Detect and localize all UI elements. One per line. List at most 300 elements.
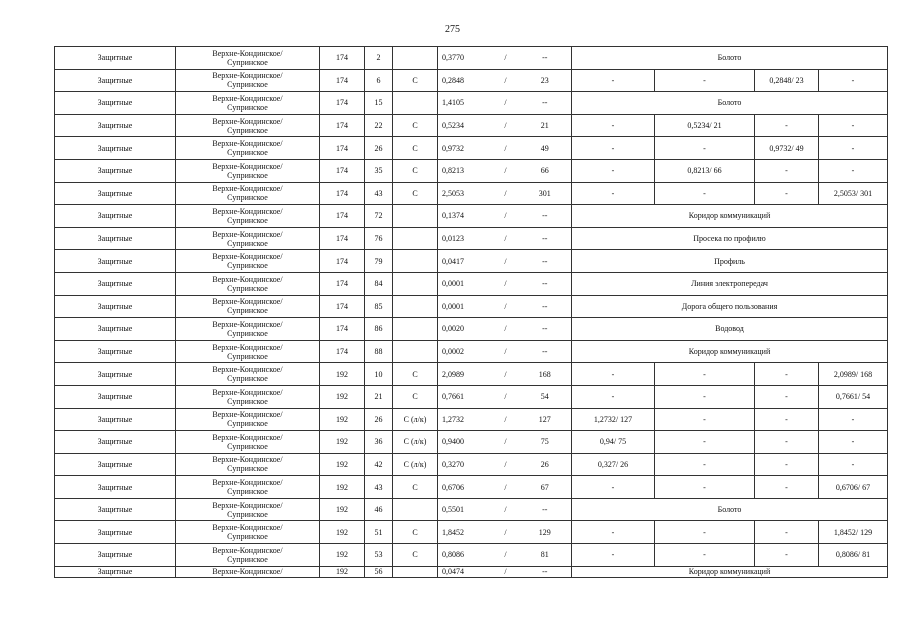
slash-cell: /	[493, 114, 519, 137]
stock-cell: --	[519, 47, 572, 70]
section-cell: 88	[365, 340, 393, 363]
location-line: Супринское	[227, 283, 268, 293]
location-line: Супринское	[227, 261, 268, 271]
location-line: Верхне-Кондинское/	[212, 161, 283, 171]
species-cell	[393, 250, 438, 273]
category-cell: Защитные	[55, 318, 176, 341]
location-cell	[176, 544, 320, 567]
location-line: Верхне-Кондинское/	[212, 500, 283, 510]
quarter-cell: 192	[320, 521, 365, 544]
species-cell: С	[393, 69, 438, 92]
area-cell: 0,5234	[438, 114, 493, 137]
age-group-cell: -	[819, 159, 888, 182]
quarter-cell: 192	[320, 431, 365, 454]
land-type-note: Коридор коммуникаций	[572, 340, 888, 363]
stock-cell: --	[519, 340, 572, 363]
table-row	[55, 159, 888, 182]
location-cell	[176, 272, 320, 295]
quarter-cell: 174	[320, 227, 365, 250]
age-group-cell: 0,5234/ 21	[655, 114, 755, 137]
age-group-cell: -	[655, 69, 755, 92]
stock-cell: 49	[519, 137, 572, 160]
area-cell: 0,1374	[438, 205, 493, 228]
category-cell: Защитные	[55, 431, 176, 454]
location-line: Верхне-Кондинское/	[212, 297, 283, 307]
location-line: Верхне-Кондинское/	[212, 116, 283, 126]
section-cell: 42	[365, 453, 393, 476]
slash-cell: /	[493, 272, 519, 295]
stock-cell: 75	[519, 431, 572, 454]
stock-cell: 23	[519, 69, 572, 92]
page-number: 275	[445, 24, 460, 35]
section-cell: 36	[365, 431, 393, 454]
location-line: Супринское	[227, 374, 268, 384]
age-group-cell: -	[655, 363, 755, 386]
slash-cell: /	[493, 47, 519, 70]
age-group-cell: -	[655, 476, 755, 499]
section-cell: 79	[365, 250, 393, 273]
location-line: Супринское	[227, 193, 268, 203]
age-group-cell: 0,8213/ 66	[655, 159, 755, 182]
location-cell	[176, 159, 320, 182]
area-cell: 0,0001	[438, 295, 493, 318]
slash-cell: /	[493, 363, 519, 386]
age-group-cell: -	[755, 453, 819, 476]
stock-cell: --	[519, 498, 572, 521]
category-cell: Защитные	[55, 408, 176, 431]
slash-cell: /	[493, 431, 519, 454]
age-group-cell: -	[819, 431, 888, 454]
slash-cell: /	[493, 250, 519, 273]
age-group-cell: -	[572, 385, 655, 408]
category-cell: Защитные	[55, 498, 176, 521]
table-row	[55, 385, 888, 408]
stock-cell: 168	[519, 363, 572, 386]
land-type-note: Водовод	[572, 318, 888, 341]
area-cell: 0,8213	[438, 159, 493, 182]
area-cell: 0,9400	[438, 431, 493, 454]
quarter-cell: 174	[320, 114, 365, 137]
stock-cell: --	[519, 295, 572, 318]
slash-cell: /	[493, 453, 519, 476]
area-cell: 2,5053	[438, 182, 493, 205]
species-cell	[393, 340, 438, 363]
stock-cell: 301	[519, 182, 572, 205]
area-cell: 0,0123	[438, 227, 493, 250]
section-cell: 43	[365, 476, 393, 499]
area-cell: 0,8086	[438, 544, 493, 567]
land-type-note: Болото	[572, 47, 888, 70]
location-line: Верхне-Кондинское/	[212, 410, 283, 420]
age-group-cell: 0,2848/ 23	[755, 69, 819, 92]
slash-cell: /	[493, 566, 519, 577]
location-line: Верхне-Кондинское/	[212, 184, 283, 194]
table-row	[55, 182, 888, 205]
table-row	[55, 408, 888, 431]
location-cell	[176, 69, 320, 92]
quarter-cell: 174	[320, 69, 365, 92]
stock-cell: --	[519, 92, 572, 115]
location-cell	[176, 250, 320, 273]
slash-cell: /	[493, 318, 519, 341]
slash-cell: /	[493, 137, 519, 160]
stock-cell: 66	[519, 159, 572, 182]
species-cell: С	[393, 476, 438, 499]
area-cell: 0,5501	[438, 498, 493, 521]
section-cell: 84	[365, 272, 393, 295]
age-group-cell: -	[755, 544, 819, 567]
age-group-cell: -	[572, 544, 655, 567]
age-group-cell: -	[755, 363, 819, 386]
section-cell: 76	[365, 227, 393, 250]
age-group-cell: -	[655, 408, 755, 431]
table-row	[55, 272, 888, 295]
category-cell: Защитные	[55, 340, 176, 363]
location-line: Верхне-Кондинское/	[212, 252, 283, 262]
section-cell: 72	[365, 205, 393, 228]
location-cell	[176, 453, 320, 476]
location-cell	[176, 227, 320, 250]
table-row	[55, 431, 888, 454]
stock-cell: --	[519, 205, 572, 228]
slash-cell: /	[493, 521, 519, 544]
location-line: Супринское	[227, 57, 268, 67]
age-group-cell: -	[755, 385, 819, 408]
age-group-cell: -	[572, 363, 655, 386]
location-line: Супринское	[227, 351, 268, 361]
section-cell: 10	[365, 363, 393, 386]
land-type-note: Болото	[572, 498, 888, 521]
category-cell: Защитные	[55, 159, 176, 182]
category-cell: Защитные	[55, 182, 176, 205]
location-line: Супринское	[227, 170, 268, 180]
species-cell	[393, 498, 438, 521]
stock-cell: --	[519, 227, 572, 250]
table-body	[55, 47, 888, 578]
slash-cell: /	[493, 205, 519, 228]
location-line: Верхне-Кондинское/	[212, 206, 283, 216]
slash-cell: /	[493, 476, 519, 499]
area-cell: 0,7661	[438, 385, 493, 408]
age-group-cell: -	[572, 521, 655, 544]
quarter-cell: 192	[320, 363, 365, 386]
area-cell: 0,3270	[438, 453, 493, 476]
location-cell	[176, 182, 320, 205]
table-row	[55, 340, 888, 363]
category-cell: Защитные	[55, 69, 176, 92]
area-cell: 0,0474	[438, 566, 493, 577]
location-line: Супринское	[227, 215, 268, 225]
age-group-cell: -	[655, 521, 755, 544]
table-row	[55, 521, 888, 544]
species-cell: С	[393, 137, 438, 160]
location-line: Верхне-Кондинское/	[212, 229, 283, 239]
quarter-cell: 174	[320, 340, 365, 363]
location-line: Верхне-Кондинское/	[212, 48, 283, 58]
species-cell: С	[393, 114, 438, 137]
age-group-cell: -	[755, 431, 819, 454]
location-line: Верхне-Кондинское/	[212, 432, 283, 442]
slash-cell: /	[493, 340, 519, 363]
area-cell: 0,9732	[438, 137, 493, 160]
category-cell: Защитные	[55, 566, 176, 577]
quarter-cell: 174	[320, 205, 365, 228]
location-line: Верхне-Кондинское/	[212, 387, 283, 397]
category-cell: Защитные	[55, 227, 176, 250]
category-cell: Защитные	[55, 521, 176, 544]
age-group-cell: 2,0989/ 168	[819, 363, 888, 386]
location-cell	[176, 205, 320, 228]
location-line: Супринское	[227, 125, 268, 135]
land-type-note: Профиль	[572, 250, 888, 273]
species-cell	[393, 272, 438, 295]
age-group-cell: 0,7661/ 54	[819, 385, 888, 408]
location-line: Верхне-Кондинское/	[212, 365, 283, 375]
land-type-note: Коридор коммуникаций	[572, 566, 888, 577]
age-group-cell: 0,8086/ 81	[819, 544, 888, 567]
quarter-cell: 174	[320, 272, 365, 295]
table-row	[55, 498, 888, 521]
age-group-cell: -	[572, 69, 655, 92]
age-group-cell: -	[572, 476, 655, 499]
species-cell: С (л/к)	[393, 431, 438, 454]
area-cell: 0,2848	[438, 69, 493, 92]
slash-cell: /	[493, 159, 519, 182]
species-cell: С	[393, 159, 438, 182]
species-cell	[393, 295, 438, 318]
table-row	[55, 566, 888, 577]
category-cell: Защитные	[55, 476, 176, 499]
table-row	[55, 363, 888, 386]
slash-cell: /	[493, 544, 519, 567]
slash-cell: /	[493, 385, 519, 408]
age-group-cell: -	[655, 431, 755, 454]
location-cell	[176, 318, 320, 341]
age-group-cell: -	[755, 408, 819, 431]
section-cell: 21	[365, 385, 393, 408]
location-line: Верхне-Кондинское/	[212, 139, 283, 149]
location-line: Супринское	[227, 148, 268, 158]
stock-cell: 67	[519, 476, 572, 499]
location-line: Супринское	[227, 328, 268, 338]
species-cell	[393, 205, 438, 228]
age-group-cell: 2,5053/ 301	[819, 182, 888, 205]
table-row	[55, 227, 888, 250]
section-cell: 6	[365, 69, 393, 92]
species-cell: С (л/к)	[393, 453, 438, 476]
area-cell: 1,8452	[438, 521, 493, 544]
section-cell: 15	[365, 92, 393, 115]
location-cell	[176, 498, 320, 521]
location-line: Верхне-Кондинское/	[212, 567, 283, 577]
age-group-cell: 0,9732/ 49	[755, 137, 819, 160]
age-group-cell: -	[655, 385, 755, 408]
location-line: Супринское	[227, 306, 268, 316]
age-group-cell: -	[572, 182, 655, 205]
location-cell	[176, 408, 320, 431]
location-line: Супринское	[227, 80, 268, 90]
table-row	[55, 318, 888, 341]
area-cell: 0,6706	[438, 476, 493, 499]
category-cell: Защитные	[55, 92, 176, 115]
stock-cell: 21	[519, 114, 572, 137]
table-row	[55, 114, 888, 137]
table-row	[55, 92, 888, 115]
species-cell: С	[393, 363, 438, 386]
species-cell	[393, 318, 438, 341]
age-group-cell: -	[819, 453, 888, 476]
category-cell: Защитные	[55, 453, 176, 476]
table-row	[55, 453, 888, 476]
category-cell: Защитные	[55, 295, 176, 318]
section-cell: 53	[365, 544, 393, 567]
species-cell	[393, 92, 438, 115]
section-cell: 26	[365, 137, 393, 160]
location-line: Верхне-Кондинское/	[212, 478, 283, 488]
location-cell	[176, 114, 320, 137]
age-group-cell: 1,8452/ 129	[819, 521, 888, 544]
section-cell: 56	[365, 566, 393, 577]
quarter-cell: 174	[320, 137, 365, 160]
area-cell: 1,4105	[438, 92, 493, 115]
area-cell: 0,0002	[438, 340, 493, 363]
age-group-cell: -	[819, 408, 888, 431]
species-cell	[393, 227, 438, 250]
age-group-cell: 1,2732/ 127	[572, 408, 655, 431]
stock-cell: 26	[519, 453, 572, 476]
location-cell	[176, 295, 320, 318]
location-cell	[176, 566, 320, 577]
quarter-cell: 174	[320, 250, 365, 273]
location-line: Верхне-Кондинское/	[212, 274, 283, 284]
location-line: Супринское	[227, 509, 268, 519]
quarter-cell: 174	[320, 295, 365, 318]
age-group-cell: 0,327/ 26	[572, 453, 655, 476]
stock-cell: 129	[519, 521, 572, 544]
location-line: Супринское	[227, 487, 268, 497]
stock-cell: 127	[519, 408, 572, 431]
stock-cell: --	[519, 250, 572, 273]
location-cell	[176, 385, 320, 408]
quarter-cell: 192	[320, 544, 365, 567]
location-line: Верхне-Кондинское/	[212, 455, 283, 465]
age-group-cell: -	[572, 114, 655, 137]
age-group-cell: -	[572, 159, 655, 182]
species-cell: С	[393, 182, 438, 205]
location-cell	[176, 340, 320, 363]
age-group-cell: -	[655, 544, 755, 567]
location-cell	[176, 363, 320, 386]
location-cell	[176, 47, 320, 70]
category-cell: Защитные	[55, 114, 176, 137]
category-cell: Защитные	[55, 250, 176, 273]
location-line: Супринское	[227, 532, 268, 542]
table-row	[55, 47, 888, 70]
location-line: Супринское	[227, 396, 268, 406]
area-cell: 0,0417	[438, 250, 493, 273]
age-group-cell: -	[755, 114, 819, 137]
age-group-cell: -	[655, 182, 755, 205]
age-group-cell: -	[819, 69, 888, 92]
slash-cell: /	[493, 227, 519, 250]
table-row	[55, 137, 888, 160]
category-cell: Защитные	[55, 363, 176, 386]
age-group-cell: -	[755, 159, 819, 182]
location-line: Супринское	[227, 102, 268, 112]
location-cell	[176, 431, 320, 454]
age-group-cell: -	[572, 137, 655, 160]
section-cell: 2	[365, 47, 393, 70]
section-cell: 43	[365, 182, 393, 205]
category-cell: Защитные	[55, 205, 176, 228]
category-cell: Защитные	[55, 272, 176, 295]
location-line: Супринское	[227, 419, 268, 429]
quarter-cell: 192	[320, 453, 365, 476]
stock-cell: --	[519, 566, 572, 577]
location-line: Супринское	[227, 464, 268, 474]
age-group-cell: 0,94/ 75	[572, 431, 655, 454]
age-group-cell: -	[755, 521, 819, 544]
quarter-cell: 192	[320, 385, 365, 408]
section-cell: 26	[365, 408, 393, 431]
age-group-cell: -	[755, 182, 819, 205]
land-type-note: Дорога общего пользования	[572, 295, 888, 318]
quarter-cell: 192	[320, 408, 365, 431]
location-line: Верхне-Кондинское/	[212, 523, 283, 533]
stock-cell: 81	[519, 544, 572, 567]
table-row	[55, 205, 888, 228]
quarter-cell: 192	[320, 498, 365, 521]
species-cell: С (л/к)	[393, 408, 438, 431]
area-cell: 0,3770	[438, 47, 493, 70]
location-line: Супринское	[227, 238, 268, 248]
quarter-cell: 174	[320, 318, 365, 341]
section-cell: 35	[365, 159, 393, 182]
quarter-cell: 174	[320, 47, 365, 70]
age-group-cell: -	[655, 137, 755, 160]
section-cell: 51	[365, 521, 393, 544]
land-type-note: Болото	[572, 92, 888, 115]
stock-cell: --	[519, 318, 572, 341]
quarter-cell: 174	[320, 159, 365, 182]
section-cell: 85	[365, 295, 393, 318]
location-line: Верхне-Кондинское/	[212, 319, 283, 329]
age-group-cell: -	[819, 137, 888, 160]
area-cell: 0,0001	[438, 272, 493, 295]
slash-cell: /	[493, 92, 519, 115]
location-line: Верхне-Кондинское/	[212, 545, 283, 555]
species-cell	[393, 47, 438, 70]
quarter-cell: 192	[320, 476, 365, 499]
species-cell: С	[393, 521, 438, 544]
age-group-cell: 0,6706/ 67	[819, 476, 888, 499]
location-line: Верхне-Кондинское/	[212, 93, 283, 103]
location-line: Супринское	[227, 554, 268, 564]
table-row	[55, 250, 888, 273]
table-row	[55, 69, 888, 92]
section-cell: 22	[365, 114, 393, 137]
section-cell: 46	[365, 498, 393, 521]
location-line: Верхне-Кондинское/	[212, 71, 283, 81]
land-type-note: Коридор коммуникаций	[572, 205, 888, 228]
quarter-cell: 174	[320, 92, 365, 115]
table-row	[55, 476, 888, 499]
species-cell: С	[393, 544, 438, 567]
area-cell: 2,0989	[438, 363, 493, 386]
slash-cell: /	[493, 498, 519, 521]
category-cell: Защитные	[55, 544, 176, 567]
quarter-cell: 192	[320, 566, 365, 577]
